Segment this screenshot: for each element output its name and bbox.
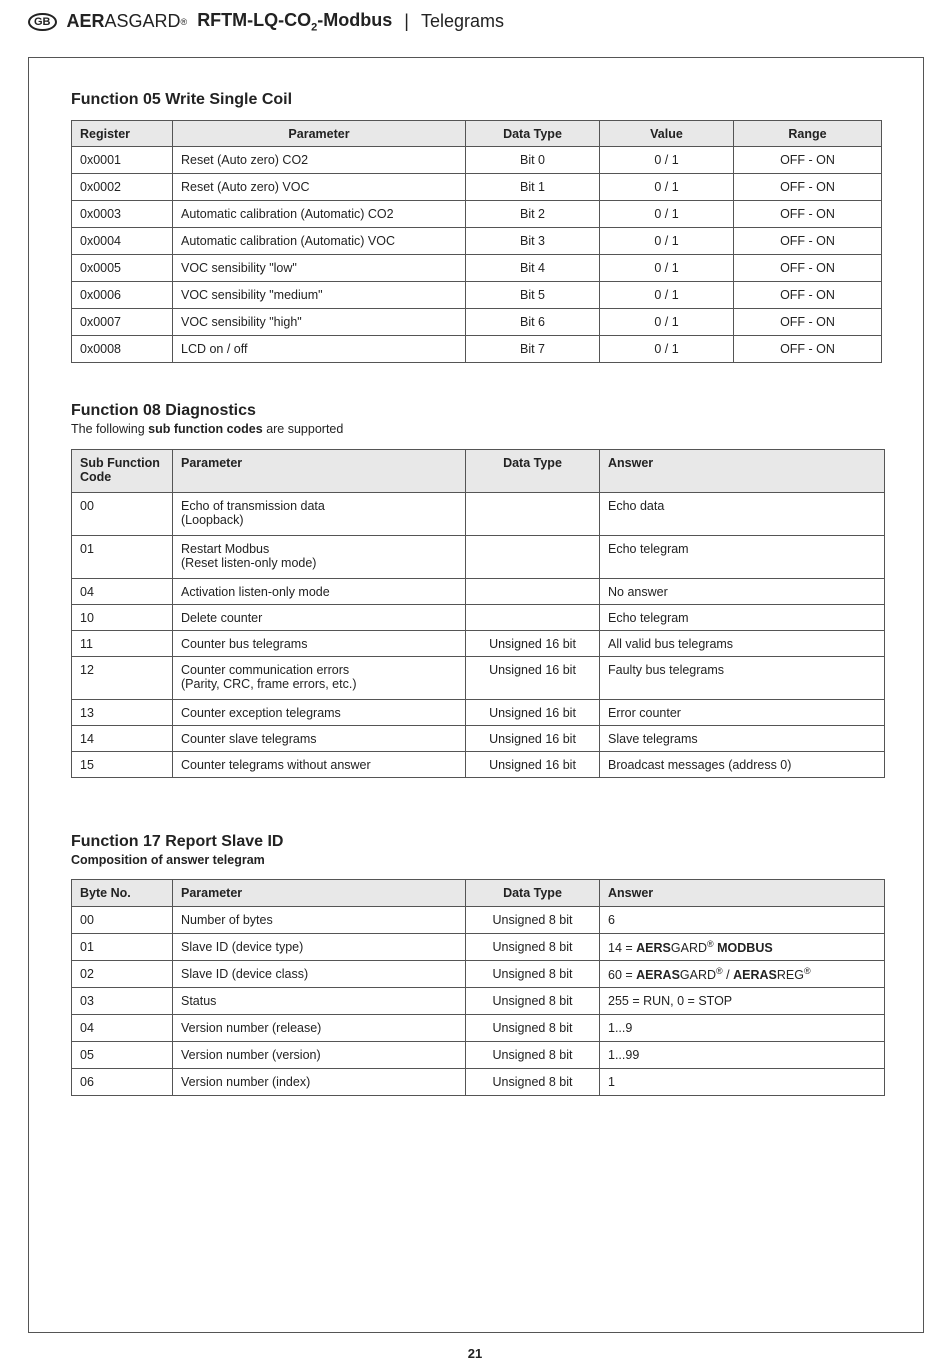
table-cell: Reset (Auto zero) CO2 [173, 147, 466, 174]
answer-segment: AERAS [733, 968, 777, 983]
table-cell: Bit 0 [466, 147, 600, 174]
table-cell: Broadcast messages (address 0) [600, 752, 885, 778]
table-cell [600, 1069, 885, 1096]
answer-segment: 1...9 [608, 1021, 633, 1035]
table-cell: 0x0001 [72, 147, 173, 174]
table-row [72, 1015, 885, 1042]
table-cell: 04 [72, 1015, 173, 1042]
column-header: Byte No. [72, 880, 173, 907]
table-cell: Error counter [600, 700, 885, 726]
coil-table [71, 120, 882, 363]
subtitle-pre: The following [71, 422, 149, 436]
table-cell: Reset (Auto zero) VOC [173, 174, 466, 201]
table-cell: 04 [72, 579, 173, 605]
column-header: Parameter [173, 121, 466, 147]
table-cell: Counter bus telegrams [173, 631, 466, 657]
section-function-05 [71, 90, 882, 363]
table-cell: 11 [72, 631, 173, 657]
table-cell: 0x0007 [72, 309, 173, 336]
section-function-08 [71, 401, 885, 778]
table-cell: 0 / 1 [600, 282, 734, 309]
table-cell: Bit 2 [466, 201, 600, 228]
column-header: Register [72, 121, 173, 147]
table-cell: 0 / 1 [600, 201, 734, 228]
column-header: Answer [600, 450, 885, 493]
subtitle-post: are supported [262, 422, 344, 436]
column-header: Answer [600, 880, 885, 907]
table-cell [466, 536, 600, 579]
subtitle-bold: sub function codes [148, 422, 263, 436]
table-cell: VOC sensibility "medium" [173, 282, 466, 309]
column-header: Range [734, 121, 882, 147]
table-cell: Version number (release) [173, 1015, 466, 1042]
table-cell: Echo data [600, 493, 885, 536]
table-cell [600, 1042, 885, 1069]
column-header: Value [600, 121, 734, 147]
table-cell: OFF - ON [734, 255, 882, 282]
diagnostics-table [71, 449, 885, 778]
table-row [72, 1069, 885, 1096]
country-badge: GB [28, 13, 57, 31]
model-b: -Modbus [317, 10, 393, 30]
table-cell: OFF - ON [734, 309, 882, 336]
table-row [72, 228, 882, 255]
table-cell: Restart Modbus (Reset listen-only mode) [173, 536, 466, 579]
model-name [197, 10, 392, 34]
table-cell: Bit 7 [466, 336, 600, 363]
answer-segment: ® [716, 965, 723, 976]
page-number: 21 [467, 1346, 483, 1361]
table-cell: Counter slave telegrams [173, 726, 466, 752]
brand-reg: ® [180, 16, 188, 27]
section-title: Function 05 Write Single Coil [71, 91, 293, 108]
table-row [72, 631, 885, 657]
table-cell: Counter telegrams without answer [173, 752, 466, 778]
table-cell: 0 / 1 [600, 228, 734, 255]
table-cell: Counter exception telegrams [173, 700, 466, 726]
table-row [72, 579, 885, 605]
table-cell: Version number (version) [173, 1042, 466, 1069]
table-cell: 0 / 1 [600, 174, 734, 201]
model-sub: 2 [311, 21, 318, 34]
table-cell: Unsigned 16 bit [466, 752, 600, 778]
table-cell: 12 [72, 657, 173, 700]
table-cell: 0x0003 [72, 201, 173, 228]
answer-segment: 14 = [608, 941, 637, 956]
table-row [72, 907, 885, 934]
table-cell: 0x0004 [72, 228, 173, 255]
table-cell: 03 [72, 988, 173, 1015]
table-cell: Slave ID (device class) [173, 961, 466, 988]
table-cell: Bit 3 [466, 228, 600, 255]
table-cell: Faulty bus telegrams [600, 657, 885, 700]
table-cell: Unsigned 8 bit [466, 907, 600, 934]
table-cell: 05 [72, 1042, 173, 1069]
table-cell: All valid bus telegrams [600, 631, 885, 657]
table-cell: Unsigned 16 bit [466, 631, 600, 657]
answer-segment: 60 = [608, 968, 637, 983]
table-cell: Unsigned 8 bit [466, 934, 600, 961]
table-row [72, 174, 882, 201]
table-cell: Delete counter [173, 605, 466, 631]
table-row [72, 726, 885, 752]
table-cell: Version number (index) [173, 1069, 466, 1096]
section-subtitle [71, 421, 885, 437]
section-title: Function 17 Report Slave ID [71, 833, 284, 850]
table-cell: 00 [72, 493, 173, 536]
table-cell: 0x0006 [72, 282, 173, 309]
table-cell: OFF - ON [734, 174, 882, 201]
answer-segment: 1...99 [608, 1048, 640, 1062]
table-cell: Slave telegrams [600, 726, 885, 752]
table-row [72, 255, 882, 282]
column-header: Data Type [466, 121, 600, 147]
table-cell: 01 [72, 536, 173, 579]
answer-segment: ® [803, 965, 811, 976]
table-cell: 01 [72, 934, 173, 961]
table-cell: Automatic calibration (Automatic) CO2 [173, 201, 466, 228]
table-cell [600, 907, 885, 934]
answer-segment: ® [707, 938, 714, 949]
column-header: Data Type [466, 880, 600, 907]
table-cell: 0x0005 [72, 255, 173, 282]
table-cell: Unsigned 16 bit [466, 726, 600, 752]
table-cell: Bit 1 [466, 174, 600, 201]
table-cell: LCD on / off [173, 336, 466, 363]
table-cell: 10 [72, 605, 173, 631]
table-cell: Unsigned 8 bit [466, 1069, 600, 1096]
section-subtitle: Composition of answer telegram [71, 853, 265, 867]
table-cell: No answer [600, 579, 885, 605]
brand-light: ASGARD [104, 11, 181, 32]
table-row [72, 309, 882, 336]
table-cell: Echo telegram [600, 605, 885, 631]
table-row [72, 1042, 885, 1069]
table-cell: Echo telegram [600, 536, 885, 579]
header-section: Telegrams [420, 11, 504, 32]
table-cell: 14 [72, 726, 173, 752]
table-cell: 0 / 1 [600, 336, 734, 363]
answer-segment: AERAS [636, 968, 680, 983]
table-cell: Automatic calibration (Automatic) VOC [173, 228, 466, 255]
table-cell: Unsigned 8 bit [466, 988, 600, 1015]
table-cell: 0x0002 [72, 174, 173, 201]
table-cell: Number of bytes [173, 907, 466, 934]
table-row [72, 605, 885, 631]
answer-segment: REG [776, 968, 804, 983]
table-cell: Echo of transmission data (Loopback) [173, 493, 466, 536]
table-row [72, 336, 882, 363]
table-row [72, 657, 885, 700]
table-cell: 06 [72, 1069, 173, 1096]
column-header: Parameter [173, 450, 466, 493]
table-row [72, 493, 885, 536]
table-cell [466, 579, 600, 605]
table-row [72, 752, 885, 778]
table-cell: VOC sensibility "high" [173, 309, 466, 336]
table-cell: Counter communication errors (Parity, CRC, frame errors, etc.) [173, 657, 466, 700]
table-cell: 13 [72, 700, 173, 726]
table-cell: 02 [72, 961, 173, 988]
table-cell: Unsigned 16 bit [466, 657, 600, 700]
table-row [72, 961, 885, 988]
table-cell: Activation listen-only mode [173, 579, 466, 605]
answer-segment: / [722, 968, 734, 983]
brand-bold: AER [66, 11, 105, 32]
table-cell: OFF - ON [734, 147, 882, 174]
table-cell: Status [173, 988, 466, 1015]
table-cell: 0 / 1 [600, 309, 734, 336]
table-cell: OFF - ON [734, 282, 882, 309]
table-cell [600, 988, 885, 1015]
column-header: Data Type [466, 450, 600, 493]
slave-id-table [71, 879, 885, 1096]
column-header: Sub Function Code [72, 450, 173, 493]
table-cell: Unsigned 16 bit [466, 700, 600, 726]
section-function-17 [71, 832, 885, 1096]
answer-segment: 255 = RUN, 0 = STOP [608, 994, 733, 1008]
table-cell: Unsigned 8 bit [466, 1042, 600, 1069]
column-header: Parameter [173, 880, 466, 907]
answer-segment: 6 [608, 913, 615, 927]
table-cell: 0 / 1 [600, 147, 734, 174]
table-cell [600, 934, 885, 961]
table-cell: VOC sensibility "low" [173, 255, 466, 282]
table-row [72, 201, 882, 228]
answer-segment: GARD [679, 968, 717, 983]
table-cell [600, 961, 885, 988]
table-row [72, 700, 885, 726]
answer-segment: AERS [636, 941, 671, 956]
header-separator: | [404, 11, 409, 32]
table-cell: Bit 6 [466, 309, 600, 336]
table-cell: 00 [72, 907, 173, 934]
section-title: Function 08 Diagnostics [71, 402, 256, 419]
table-cell: Bit 5 [466, 282, 600, 309]
table-cell: OFF - ON [734, 201, 882, 228]
table-cell: Bit 4 [466, 255, 600, 282]
model-a: RFTM-LQ-CO [197, 10, 312, 30]
table-cell [466, 605, 600, 631]
table-cell: 15 [72, 752, 173, 778]
table-cell: 0 / 1 [600, 255, 734, 282]
table-row [72, 536, 885, 579]
table-row [72, 934, 885, 961]
table-cell [466, 493, 600, 536]
table-cell [600, 1015, 885, 1042]
page-header [28, 10, 504, 34]
table-cell: Unsigned 8 bit [466, 1015, 600, 1042]
answer-segment: GARD [670, 941, 708, 956]
table-row [72, 282, 882, 309]
answer-segment: 1 [608, 1075, 615, 1089]
table-cell: OFF - ON [734, 228, 882, 255]
table-cell: Slave ID (device type) [173, 934, 466, 961]
table-row [72, 147, 882, 174]
table-cell: 0x0008 [72, 336, 173, 363]
table-cell: OFF - ON [734, 336, 882, 363]
table-cell: Unsigned 8 bit [466, 961, 600, 988]
answer-segment: MODBUS [713, 941, 773, 956]
table-row [72, 988, 885, 1015]
